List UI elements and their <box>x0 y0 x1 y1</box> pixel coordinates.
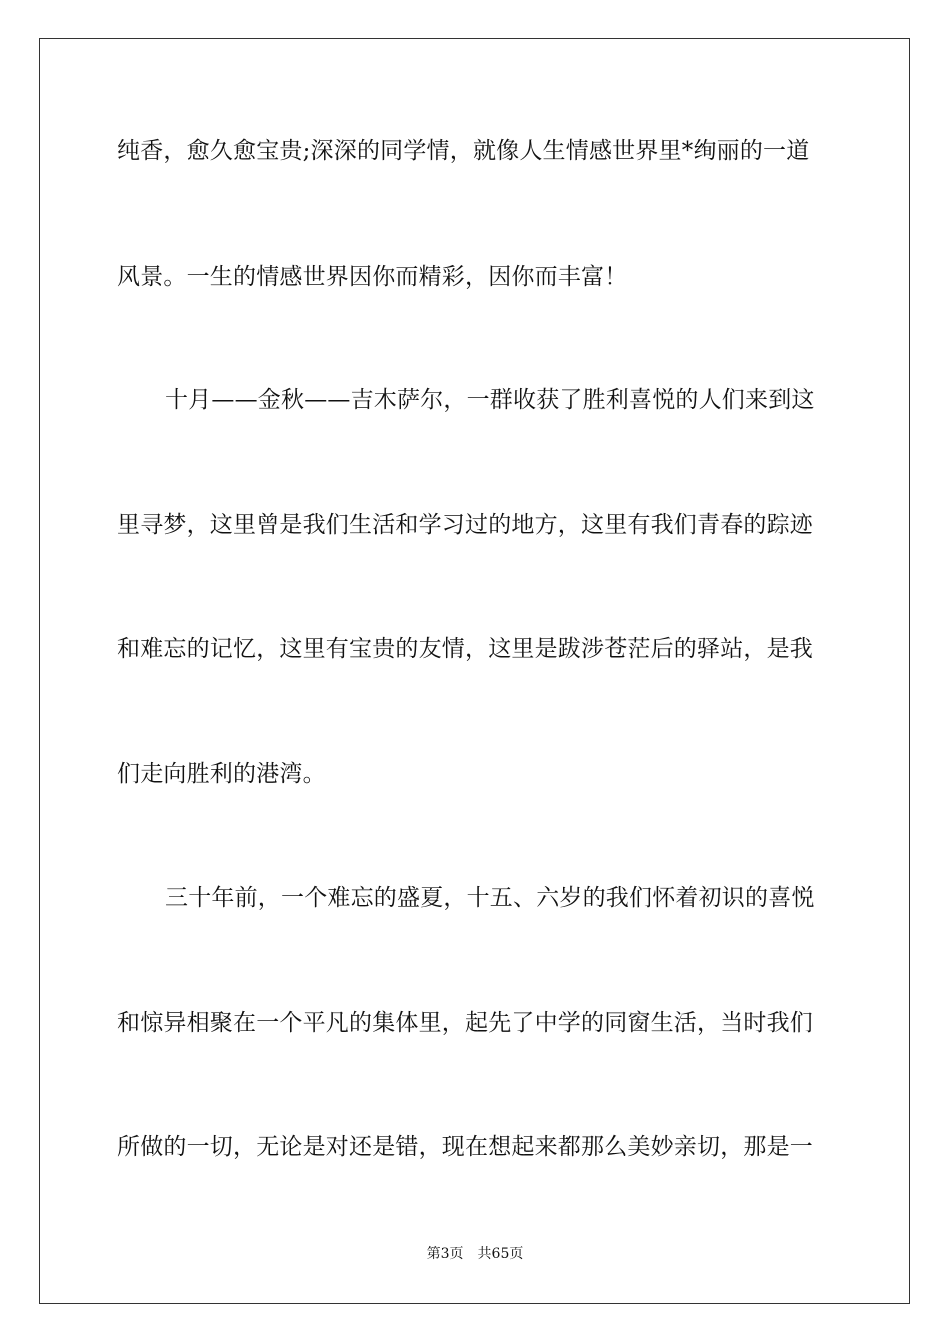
page-number: 第3页 <box>426 1246 464 1262</box>
total-pages: 共65页 <box>477 1246 524 1262</box>
text-line: 里寻梦，这里曾是我们生活和学习过的地方，这里有我们青春的踪迹 <box>117 512 813 538</box>
text-line: 和难忘的记忆，这里有宝贵的友情，这里是跋涉苍茫后的驿站，是我 <box>117 636 813 662</box>
text-line: 和惊异相聚在一个平凡的集体里，起先了中学的同窗生活，当时我们 <box>117 1010 813 1036</box>
text-line: 纯香，愈久愈宝贵;深深的同学情，就像人生情感世界里*绚丽的一道 <box>117 138 810 164</box>
text-line: 们走向胜利的港湾。 <box>117 761 326 787</box>
paragraph-first-line: 三十年前，一个难忘的盛夏，十五、六岁的我们怀着初识的喜悦 <box>165 885 815 911</box>
page-footer <box>0 1245 950 1263</box>
text-line: 风景。一生的情感世界因你而精彩，因你而丰富！ <box>117 264 628 290</box>
page-border <box>39 38 910 1304</box>
paragraph-first-line: 十月——金秋——吉木萨尔，一群收获了胜利喜悦的人们来到这 <box>165 387 815 413</box>
text-line: 所做的一切，无论是对还是错，现在想起来都那么美妙亲切，那是一 <box>117 1134 813 1160</box>
